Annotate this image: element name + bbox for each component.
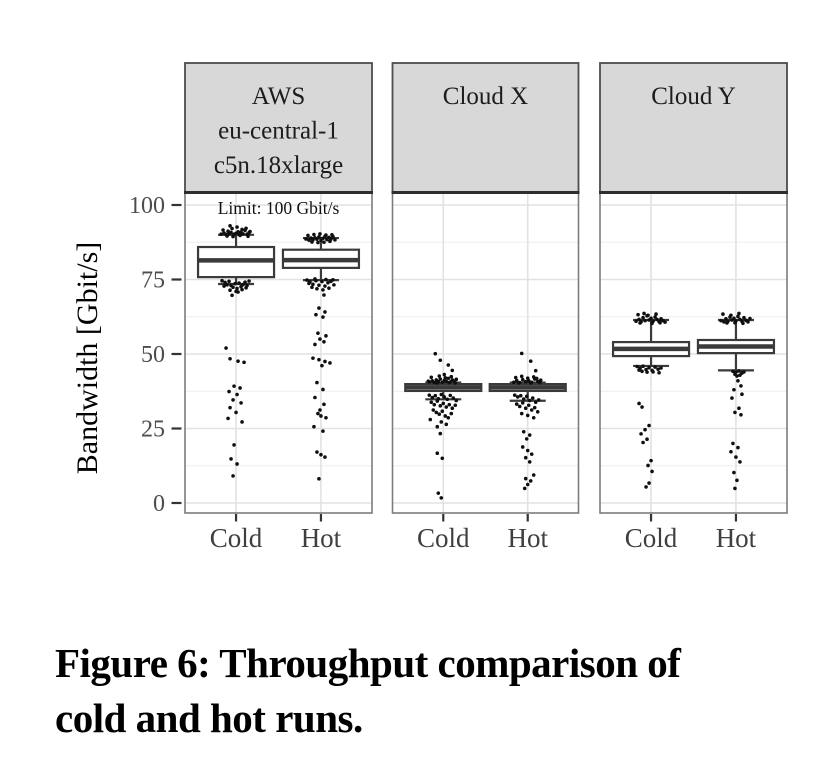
jitter-point bbox=[450, 406, 454, 410]
jitter-point bbox=[432, 403, 436, 407]
jitter-point bbox=[437, 412, 441, 416]
jitter-point bbox=[646, 464, 650, 468]
jitter-point bbox=[323, 310, 327, 314]
jitter-point bbox=[306, 234, 310, 238]
jitter-point bbox=[324, 334, 328, 338]
jitter-point bbox=[641, 316, 645, 320]
jitter-point bbox=[643, 319, 647, 323]
jitter-point bbox=[520, 352, 524, 356]
jitter-point bbox=[315, 450, 319, 454]
jitter-point bbox=[322, 293, 326, 297]
jitter-point bbox=[737, 312, 741, 316]
jitter-point bbox=[738, 460, 742, 464]
jitter-point bbox=[635, 365, 639, 369]
jitter-point bbox=[242, 361, 246, 365]
jitter-point bbox=[638, 321, 642, 325]
jitter-point bbox=[436, 491, 440, 495]
x-category-label: Cold bbox=[624, 523, 678, 553]
jitter-point bbox=[233, 282, 237, 286]
jitter-point bbox=[224, 346, 228, 350]
jitter-point bbox=[736, 446, 740, 450]
jitter-point bbox=[231, 398, 235, 402]
jitter-point bbox=[729, 313, 733, 317]
jitter-point bbox=[522, 397, 526, 401]
jitter-point bbox=[239, 401, 243, 405]
jitter-point bbox=[531, 396, 535, 400]
jitter-point bbox=[328, 240, 332, 244]
jitter-point bbox=[324, 233, 328, 237]
jitter-point bbox=[520, 375, 524, 379]
jitter-point bbox=[435, 381, 439, 385]
jitter-point bbox=[523, 487, 527, 491]
jitter-point bbox=[532, 416, 536, 420]
jitter-point bbox=[230, 293, 234, 297]
jitter-point bbox=[433, 394, 437, 398]
jitter-point bbox=[526, 376, 530, 380]
jitter-point bbox=[653, 365, 657, 369]
jitter-point bbox=[438, 432, 442, 436]
jitter-point bbox=[454, 378, 458, 382]
jitter-point bbox=[733, 321, 737, 325]
jitter-point bbox=[222, 284, 226, 288]
jitter-point bbox=[316, 412, 320, 416]
jitter-point bbox=[231, 474, 235, 478]
jitter-point bbox=[238, 386, 242, 390]
jitter-point bbox=[435, 399, 439, 403]
jitter-point bbox=[318, 408, 322, 412]
jitter-point bbox=[231, 285, 235, 289]
x-category-label: Cold bbox=[417, 523, 470, 553]
jitter-point bbox=[647, 366, 651, 370]
jitter-point bbox=[737, 406, 741, 410]
facet-title: c5n.18xlarge bbox=[213, 152, 344, 179]
jitter-point bbox=[733, 411, 737, 415]
jitter-point bbox=[312, 425, 316, 429]
panel-border bbox=[393, 193, 579, 514]
jitter-point bbox=[240, 228, 244, 232]
jitter-point bbox=[317, 477, 321, 481]
jitter-point bbox=[453, 403, 457, 407]
jitter-point bbox=[427, 393, 431, 397]
jitter-point bbox=[445, 397, 449, 401]
jitter-point bbox=[527, 403, 531, 407]
jitter-point bbox=[428, 418, 432, 422]
jitter-point bbox=[446, 363, 450, 367]
jitter-point bbox=[322, 240, 326, 244]
jitter-point bbox=[649, 459, 653, 463]
jitter-point bbox=[439, 496, 443, 500]
jitter-point bbox=[320, 364, 324, 368]
jitter-point bbox=[746, 320, 750, 324]
jitter-point bbox=[430, 396, 434, 400]
jitter-point bbox=[240, 288, 244, 292]
facet-title: eu-central-1 bbox=[218, 117, 339, 145]
jitter-point bbox=[515, 402, 519, 406]
jitter-point bbox=[644, 485, 648, 489]
y-tick-label: 75 bbox=[141, 267, 165, 294]
panel-border bbox=[185, 193, 372, 514]
jitter-point bbox=[321, 429, 325, 433]
jitter-point bbox=[733, 487, 737, 491]
jitter-point bbox=[229, 231, 233, 235]
jitter-point bbox=[248, 230, 252, 234]
jitter-point bbox=[322, 340, 326, 344]
facet-title: Cloud X bbox=[442, 83, 529, 110]
jitter-point bbox=[641, 441, 645, 445]
jitter-point bbox=[433, 352, 437, 356]
jitter-point bbox=[226, 417, 230, 421]
y-tick-label: 25 bbox=[141, 416, 165, 443]
jitter-point bbox=[732, 471, 736, 475]
jitter-point bbox=[311, 356, 315, 360]
jitter-point bbox=[443, 414, 447, 418]
jitter-point bbox=[732, 388, 736, 392]
x-category-label: Hot bbox=[507, 523, 548, 553]
jitter-point bbox=[739, 413, 743, 417]
jitter-point bbox=[639, 432, 643, 436]
jitter-point bbox=[734, 455, 738, 459]
jitter-point bbox=[641, 364, 645, 368]
jitter-point bbox=[220, 279, 224, 283]
jitter-point bbox=[441, 402, 445, 406]
jitter-point bbox=[244, 286, 248, 290]
jitter-point bbox=[316, 331, 320, 335]
jitter-point bbox=[514, 376, 518, 380]
x-category-label: Hot bbox=[715, 523, 757, 553]
jitter-point bbox=[228, 224, 232, 228]
jitter-point bbox=[643, 428, 647, 432]
jitter-point bbox=[731, 442, 735, 446]
jitter-point bbox=[533, 406, 537, 410]
caption-line-1: Figure 6: Throughput comparison of bbox=[55, 640, 681, 686]
jitter-point bbox=[534, 400, 538, 404]
jitter-point bbox=[654, 312, 658, 316]
jitter-point bbox=[310, 285, 314, 289]
x-category-label: Hot bbox=[300, 523, 342, 553]
jitter-point bbox=[739, 384, 743, 388]
jitter-point bbox=[227, 279, 231, 283]
y-tick-label: 0 bbox=[153, 491, 165, 517]
jitter-point bbox=[529, 479, 533, 483]
jitter-point bbox=[235, 393, 239, 397]
jitter-point bbox=[237, 281, 241, 285]
jitter-point bbox=[328, 361, 332, 365]
jitter-point bbox=[236, 359, 240, 363]
y-tick-label: 50 bbox=[141, 342, 165, 368]
jitter-point bbox=[323, 284, 327, 288]
jitter-point bbox=[444, 405, 448, 409]
jitter-point bbox=[449, 412, 453, 416]
jitter-point bbox=[227, 390, 231, 394]
jitter-point bbox=[440, 457, 444, 461]
jitter-point bbox=[221, 228, 225, 232]
jitter-point bbox=[536, 410, 540, 414]
jitter-point bbox=[521, 378, 525, 382]
jitter-point bbox=[231, 235, 235, 239]
jitter-point bbox=[320, 280, 324, 284]
jitter-point bbox=[313, 396, 317, 400]
jitter-point bbox=[318, 232, 322, 236]
jitter-point bbox=[524, 406, 528, 410]
jitter-point bbox=[742, 370, 746, 374]
jitter-point bbox=[243, 280, 247, 284]
jitter-point bbox=[323, 360, 327, 364]
jitter-point bbox=[525, 395, 529, 399]
jitter-point bbox=[735, 374, 739, 378]
jitter-point bbox=[322, 403, 326, 407]
jitter-point bbox=[663, 320, 667, 324]
jitter-point bbox=[640, 405, 644, 409]
jitter-point bbox=[310, 240, 314, 244]
jitter-point bbox=[450, 369, 454, 373]
jitter-point bbox=[238, 234, 242, 238]
jitter-point bbox=[526, 414, 530, 418]
facet-title: AWS bbox=[251, 83, 306, 110]
jitter-point bbox=[229, 457, 233, 461]
jitter-point bbox=[453, 381, 457, 385]
x-category-label: Cold bbox=[209, 523, 263, 553]
jitter-point bbox=[246, 234, 250, 238]
jitter-point bbox=[235, 225, 239, 229]
jitter-point bbox=[524, 477, 528, 481]
jitter-point bbox=[327, 286, 331, 290]
jitter-point bbox=[313, 343, 317, 347]
jitter-point bbox=[333, 238, 337, 242]
jitter-point bbox=[324, 278, 328, 282]
jitter-point bbox=[532, 473, 536, 477]
jitter-point bbox=[431, 408, 435, 412]
jitter-point bbox=[442, 395, 446, 399]
facet-title: Cloud Y bbox=[651, 83, 736, 110]
jitter-point bbox=[647, 424, 651, 428]
jitter-point bbox=[741, 322, 745, 326]
jitter-point bbox=[517, 381, 521, 385]
jitter-point bbox=[736, 379, 740, 383]
jitter-point bbox=[444, 423, 448, 427]
jitter-point bbox=[429, 400, 433, 404]
jitter-point bbox=[321, 288, 325, 292]
jitter-point bbox=[232, 384, 236, 388]
jitter-point bbox=[447, 381, 451, 385]
jitter-point bbox=[319, 414, 323, 418]
jitter-point bbox=[451, 396, 455, 400]
jitter-point bbox=[528, 433, 532, 437]
jitter-point bbox=[319, 453, 323, 457]
jitter-point bbox=[645, 370, 649, 374]
jitter-point bbox=[323, 455, 327, 459]
jitter-point bbox=[439, 420, 443, 424]
jitter-point bbox=[642, 312, 646, 316]
jitter-point bbox=[317, 358, 321, 362]
jitter-point bbox=[649, 316, 653, 320]
jitter-point bbox=[228, 357, 232, 361]
jitter-point bbox=[519, 394, 523, 398]
jitter-point bbox=[525, 437, 529, 441]
jitter-point bbox=[321, 388, 325, 392]
jitter-point bbox=[240, 420, 244, 424]
jitter-point bbox=[529, 359, 533, 363]
jitter-point bbox=[247, 279, 251, 283]
jitter-point bbox=[314, 313, 318, 317]
jitter-point bbox=[657, 371, 661, 375]
jitter-point bbox=[737, 369, 741, 373]
jitter-point bbox=[650, 470, 654, 474]
jitter-point bbox=[530, 408, 534, 412]
jitter-point bbox=[730, 396, 734, 400]
jitter-point bbox=[535, 377, 539, 381]
jitter-point bbox=[454, 399, 458, 403]
jitter-point bbox=[651, 370, 655, 374]
jitter-point bbox=[520, 412, 524, 416]
jitter-point bbox=[538, 381, 542, 385]
jitter-point bbox=[748, 317, 752, 321]
jitter-point bbox=[534, 369, 538, 373]
figure-caption bbox=[55, 636, 805, 746]
jitter-point bbox=[518, 405, 522, 409]
jitter-point bbox=[317, 306, 321, 310]
jitter-point bbox=[443, 376, 447, 380]
jitter-point bbox=[331, 278, 335, 282]
jitter-point bbox=[446, 377, 450, 381]
jitter-point bbox=[448, 394, 452, 398]
jitter-point bbox=[244, 226, 248, 230]
jitter-point bbox=[447, 403, 451, 407]
jitter-point bbox=[317, 283, 321, 287]
jitter-point bbox=[650, 322, 654, 326]
limit-annotation: Limit: 100 Gbit/s bbox=[217, 198, 340, 218]
jitter-point bbox=[426, 379, 430, 383]
jitter-point bbox=[645, 437, 649, 441]
jitter-point bbox=[228, 288, 232, 292]
jitter-point bbox=[659, 366, 663, 370]
jitter-point bbox=[324, 416, 328, 420]
jitter-point bbox=[530, 452, 534, 456]
jitter-point bbox=[725, 321, 729, 325]
jitter-point bbox=[330, 233, 334, 237]
jitter-point bbox=[740, 392, 744, 396]
jitter-point bbox=[658, 321, 662, 325]
jitter-point bbox=[332, 283, 336, 287]
jitter-point bbox=[321, 315, 325, 319]
y-axis-label: Bandwidth [Gbit/s] bbox=[71, 241, 104, 475]
jitter-point bbox=[721, 312, 725, 316]
jitter-point bbox=[647, 481, 651, 485]
jitter-point bbox=[225, 234, 229, 238]
jitter-point bbox=[646, 313, 650, 317]
jitter-point bbox=[435, 451, 439, 455]
jitter-point bbox=[232, 443, 236, 447]
jitter-point bbox=[312, 233, 316, 237]
jitter-point bbox=[521, 445, 525, 449]
jitter-point bbox=[637, 368, 641, 372]
jitter-point bbox=[446, 416, 450, 420]
jitter-point bbox=[634, 319, 638, 323]
jitter-point bbox=[521, 401, 525, 405]
jitter-point bbox=[439, 393, 443, 397]
jitter-point bbox=[434, 411, 438, 415]
jitter-point bbox=[526, 483, 530, 487]
jitter-point bbox=[512, 381, 516, 385]
y-tick-label: 100 bbox=[129, 193, 165, 219]
jitter-point bbox=[526, 449, 530, 453]
jitter-point bbox=[228, 406, 232, 410]
jitter-point bbox=[435, 425, 439, 429]
jitter-point bbox=[438, 404, 442, 408]
jitter-point bbox=[235, 462, 239, 466]
jitter-point bbox=[315, 381, 319, 385]
jitter-point bbox=[537, 398, 541, 402]
jitter-point bbox=[528, 460, 532, 464]
jitter-point bbox=[529, 381, 533, 385]
jitter-point bbox=[236, 290, 240, 294]
jitter-point bbox=[524, 456, 528, 460]
jitter-point bbox=[522, 430, 526, 434]
jitter-point bbox=[305, 278, 309, 282]
jitter-point bbox=[234, 411, 238, 415]
jitter-point bbox=[449, 375, 453, 379]
jitter-point bbox=[315, 287, 319, 291]
jitter-point bbox=[637, 402, 641, 406]
jitter-point bbox=[528, 399, 532, 403]
jitter-point bbox=[636, 313, 640, 317]
jitter-point bbox=[440, 409, 444, 413]
jitter-point bbox=[318, 337, 322, 341]
jitter-point bbox=[307, 282, 311, 286]
jitter-point bbox=[513, 393, 517, 397]
jitter-point bbox=[735, 479, 739, 483]
jitter-point bbox=[437, 374, 441, 378]
jitter-point bbox=[429, 375, 433, 379]
jitter-point bbox=[313, 277, 317, 281]
caption-line-2: cold and hot runs. bbox=[55, 695, 363, 741]
jitter-point bbox=[316, 241, 320, 245]
jitter-point bbox=[438, 358, 442, 362]
jitter-point bbox=[442, 373, 446, 377]
jitter-point bbox=[729, 450, 733, 454]
